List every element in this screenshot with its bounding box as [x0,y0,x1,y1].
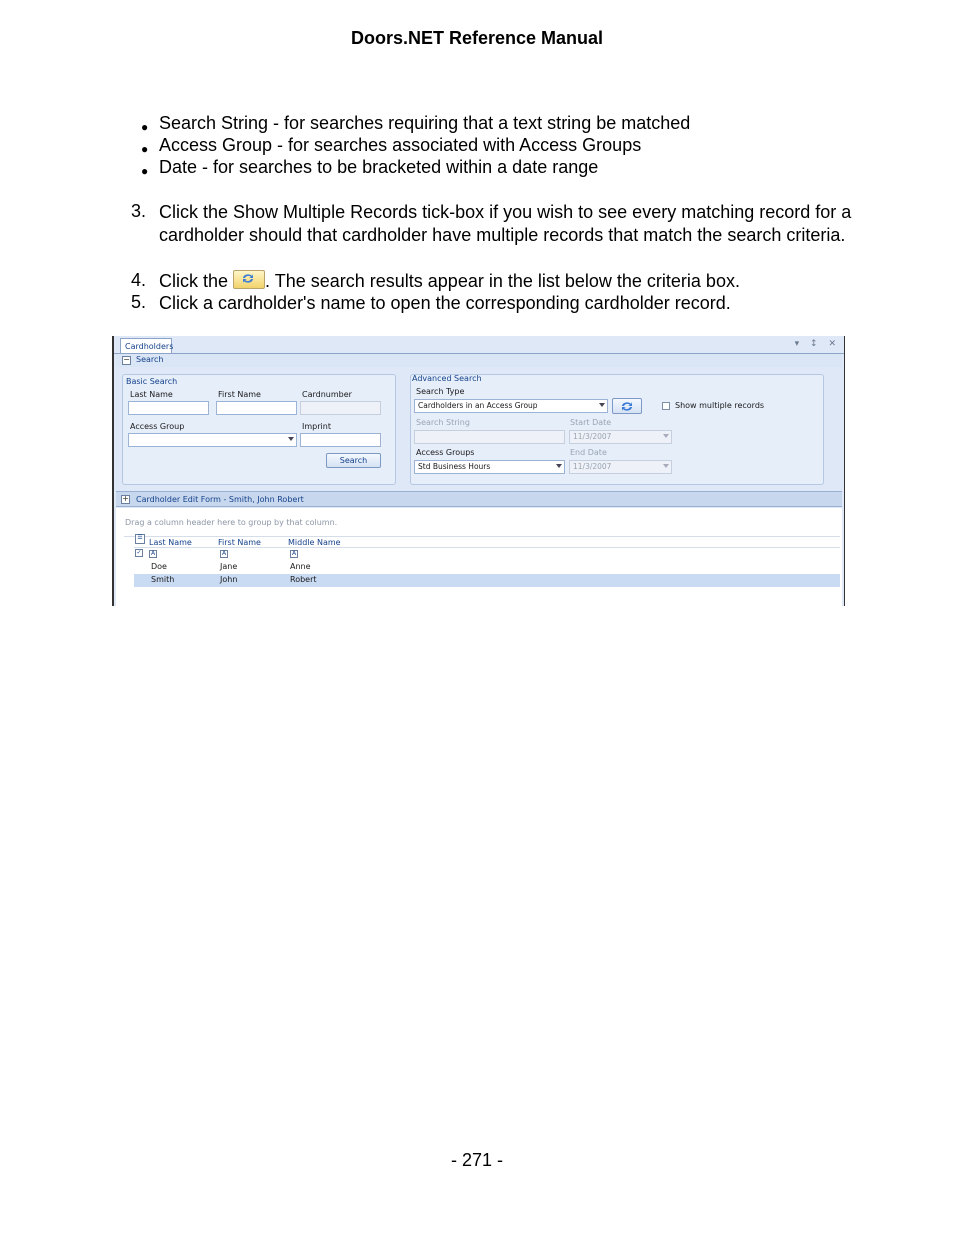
page-number: - 271 - [450,1150,504,1170]
tab-cardholders[interactable]: Cardholders [120,338,172,354]
first-name-label: First Name [218,390,261,399]
column-header-first-name[interactable]: First Name [218,538,261,547]
step-4-text [159,270,859,293]
cardnumber-label: Cardnumber [302,390,352,399]
step-number: 5. [131,292,147,312]
cardholder-edit-form-bar[interactable] [116,491,842,507]
cell-first-name: John [220,575,238,584]
search-type-value: Cardholders in an Access Group [418,401,538,410]
access-groups-value: Std Business Hours [418,462,491,471]
access-groups-label: Access Groups [416,448,475,457]
column-chooser-icon[interactable]: ☰ [135,534,145,544]
step-number: 4. [131,270,147,290]
access-group-label: Access Group [130,422,185,431]
page-header: Doors.NET Reference Manual [350,28,604,48]
cell-middle-name: Robert [290,575,317,584]
step-4-before: Click the [159,271,229,291]
first-name-input[interactable] [216,401,297,415]
start-date-label: Start Date [570,418,612,427]
access-groups-select[interactable] [414,460,565,474]
bullet-date: Date - for searches to be bracketed within a date range [159,157,599,177]
end-date-value: 11/3/2007 [573,462,612,471]
filter-row-icon[interactable]: ✓ [136,549,142,556]
search-button[interactable]: Search [326,453,381,468]
header-divider [134,547,840,548]
last-name-label: Last Name [130,390,173,399]
chevron-down-icon [599,403,605,407]
chevron-down-icon [556,464,562,468]
filter-icon[interactable]: A [291,550,297,557]
search-string-label: Search String [416,418,470,427]
chevron-down-icon [663,434,669,438]
step-5-text: Click a cardholder's name to open the corresponding cardholder record. [159,293,731,313]
search-section-header[interactable] [116,354,842,367]
expand-icon[interactable]: + [122,494,129,503]
advanced-search-title: Advanced Search [412,374,482,383]
filter-icon[interactable]: A [150,550,156,557]
cell-middle-name: Anne [290,562,311,571]
step-number: 3. [131,201,147,221]
column-header-last-name[interactable]: Last Name [149,538,192,547]
imprint-input[interactable] [300,433,381,447]
cell-last-name[interactable]: Smith [151,575,175,584]
search-refresh-icon [620,401,634,412]
cell-last-name[interactable]: Doe [151,562,167,571]
search-type-label: Search Type [416,387,465,396]
window-buttons[interactable]: ▾ ↕ ✕ [794,339,840,349]
filter-icon[interactable]: A [221,550,227,557]
show-multiple-label: Show multiple records [675,401,765,410]
basic-search-title: Basic Search [126,377,178,386]
search-refresh-icon [233,270,265,289]
table-row[interactable] [134,561,840,574]
group-by-hint: Drag a column header here to group by that column. [125,518,338,527]
bullet-search-string: Search String - for searches requiring that a text string be matched [159,113,691,133]
imprint-label: Imprint [302,422,331,431]
table-row[interactable] [134,574,840,587]
bullet-dot: ● [141,120,149,134]
bullet-access-group: Access Group - for searches associated with Access Groups [159,135,642,155]
advanced-search-button[interactable] [612,398,642,414]
cell-first-name: Jane [220,562,238,571]
chevron-down-icon [663,464,669,468]
start-date-picker[interactable] [569,430,672,444]
search-header-label: Search [136,355,164,364]
bullet-dot: ● [141,164,149,178]
column-header-middle-name[interactable]: Middle Name [288,538,341,547]
end-date-label: End Date [570,448,607,457]
chevron-down-icon [288,437,294,441]
show-multiple-checkbox[interactable] [662,402,670,410]
step-4-after: . The search results appear in the list below the criteria box. [265,271,740,291]
search-type-select[interactable] [414,399,608,413]
step-3-text: Click the Show Multiple Records tick-box if you wish to see every matching record for a cardholder should that cardholder have multiple records that match the search criteria. [159,202,852,245]
start-date-value: 11/3/2007 [573,432,612,441]
search-string-input[interactable] [414,430,565,444]
edit-form-label: Cardholder Edit Form - Smith, John Robert [136,495,304,504]
cardholders-screenshot [112,336,845,606]
grid-divider [124,536,840,537]
last-name-input[interactable] [128,401,209,415]
end-date-picker[interactable] [569,460,672,474]
results-grid [116,508,842,606]
collapse-icon[interactable]: − [123,355,130,364]
bullet-dot: ● [141,142,149,156]
access-group-select[interactable] [128,433,297,447]
cardnumber-input[interactable] [300,401,381,415]
